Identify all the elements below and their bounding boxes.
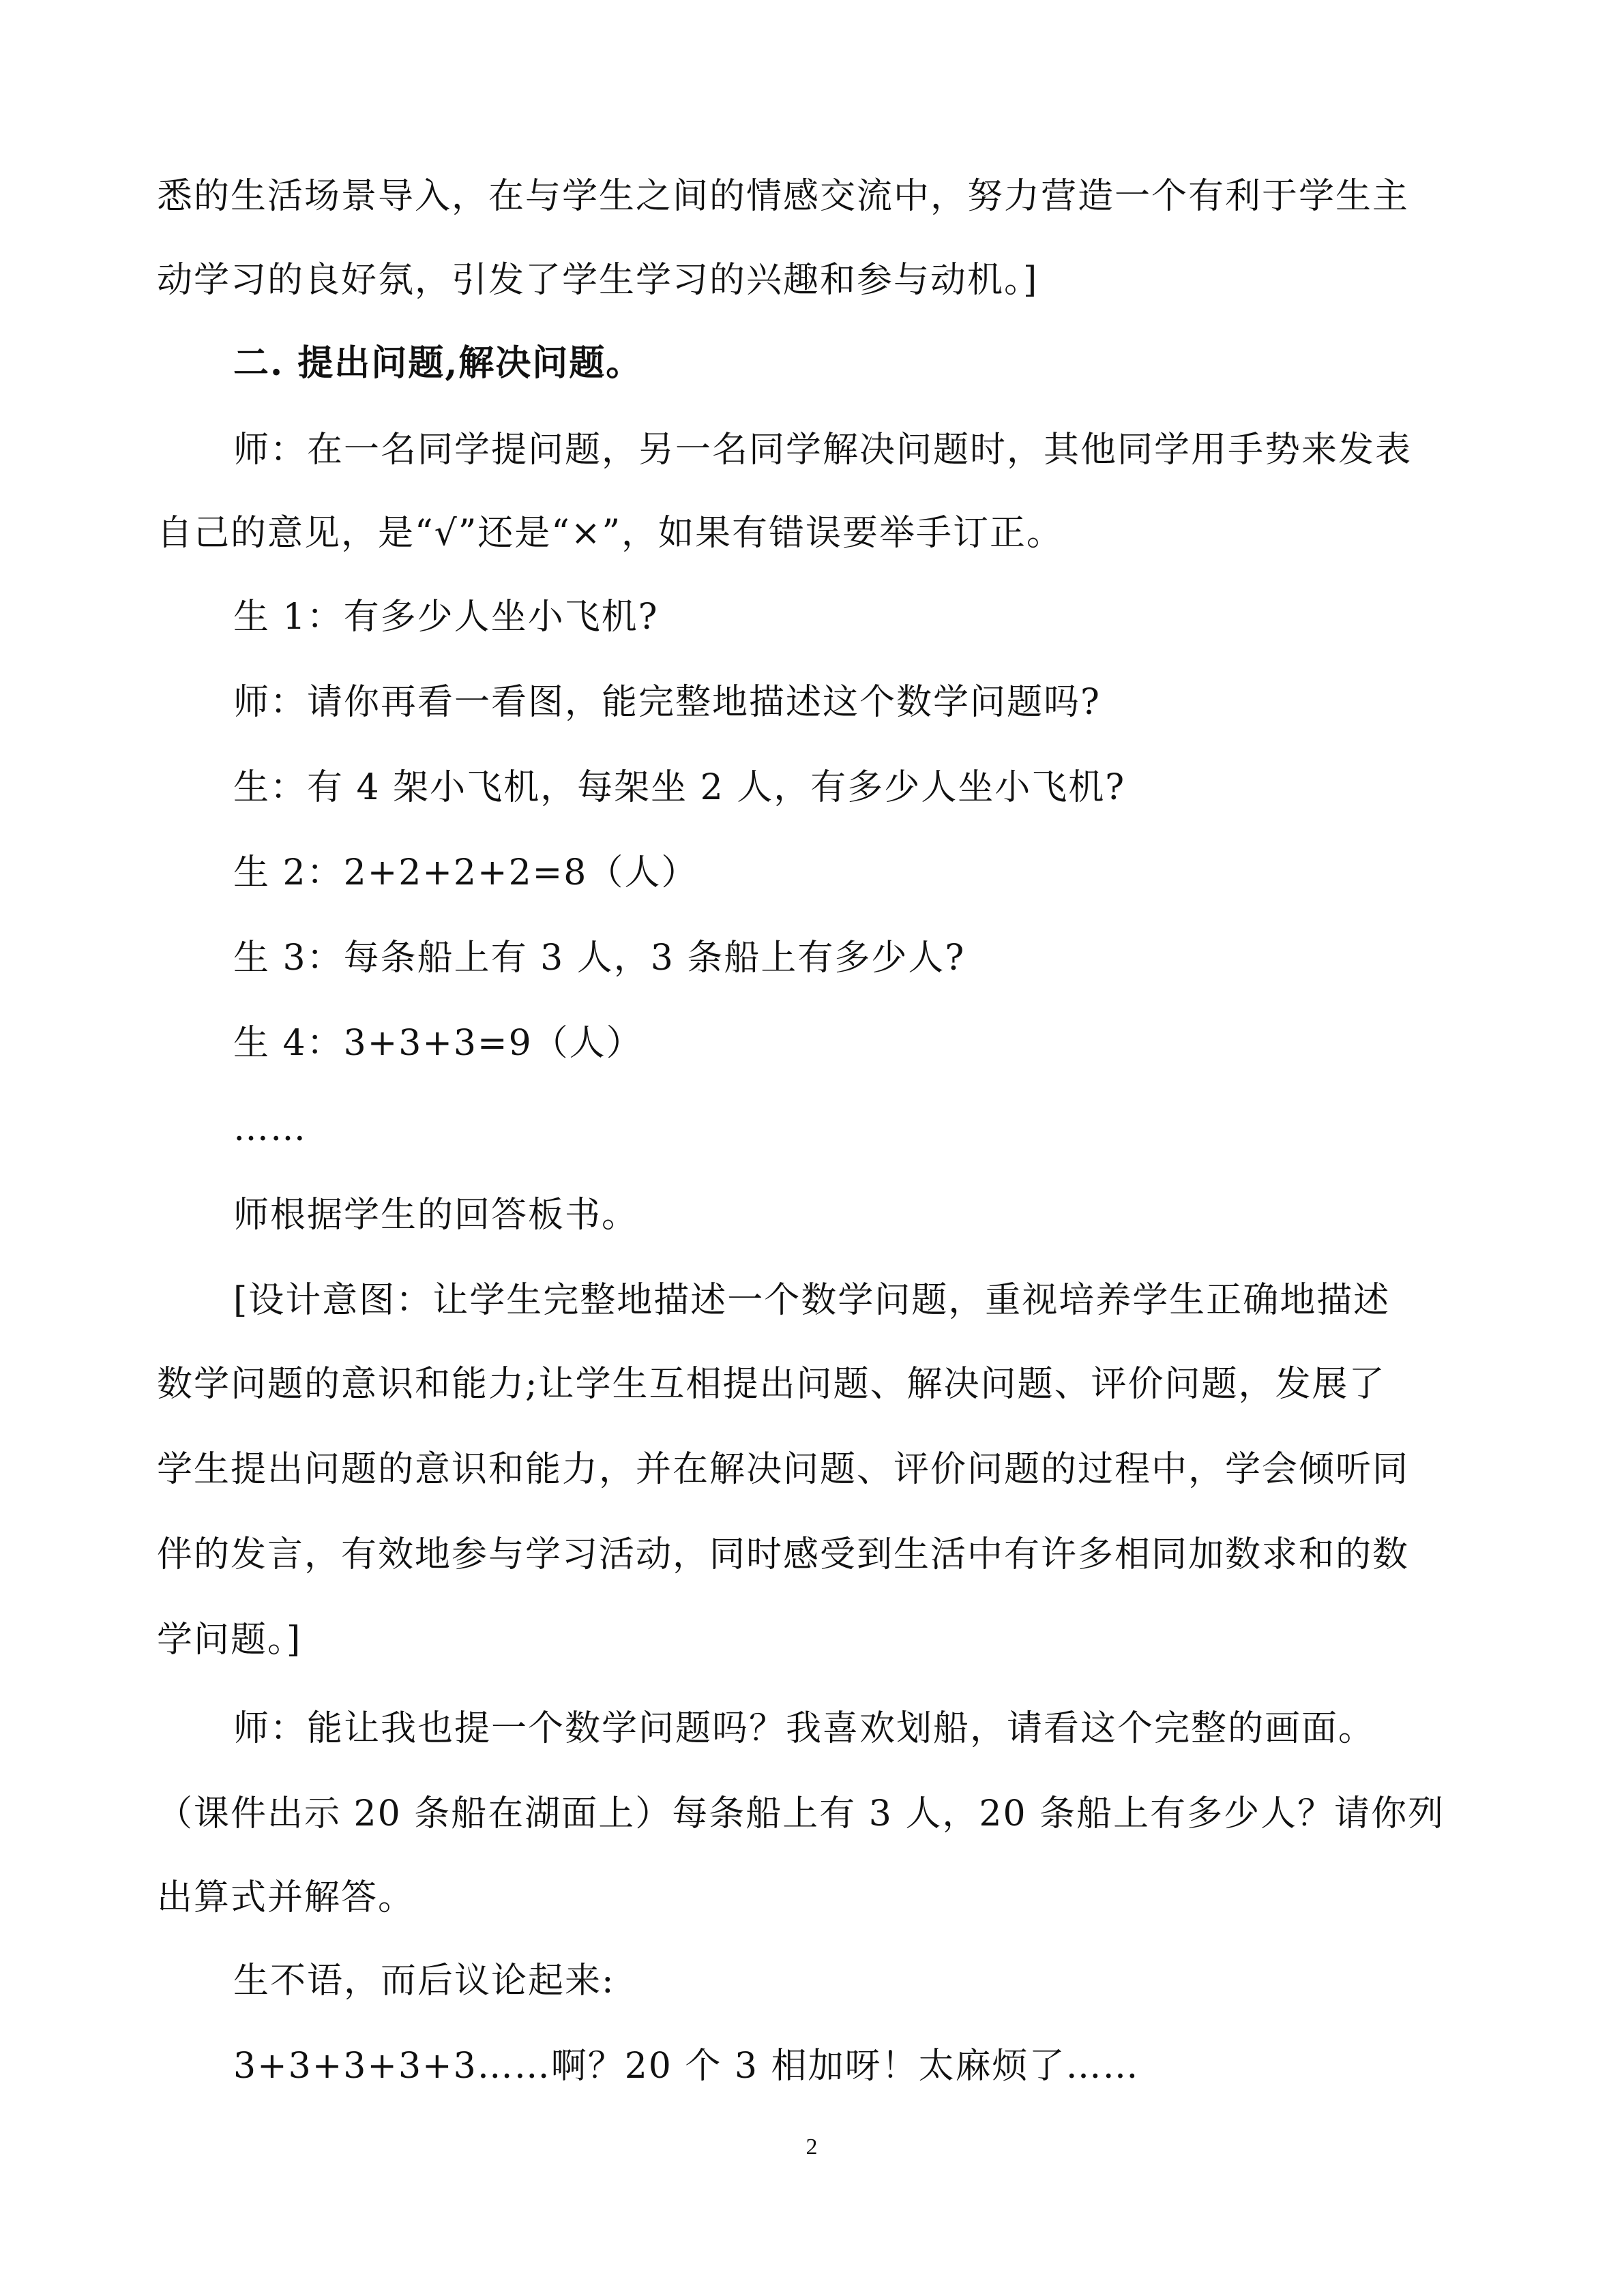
text-line: 出算式并解答。 xyxy=(157,1877,415,1918)
text-line: 动学习的良好氛，引发了学生学习的兴趣和参与动机。] xyxy=(157,260,1039,301)
text-line: （课件出示 20 条船在湖面上）每条船上有 3 人，20 条船上有多少人？请你列 xyxy=(157,1793,1445,1834)
text-line: 学问题。] xyxy=(157,1620,302,1660)
text-line: [设计意图：让学生完整地描述一个数学问题，重视培养学生正确地描述 xyxy=(233,1280,1391,1321)
text-line: 伴的发言，有效地参与学习活动，同时感受到生活中有许多相同加数求和的数 xyxy=(157,1534,1410,1575)
text-line: 生不语，而后议论起来: xyxy=(233,1960,615,2001)
text-line: 师根据学生的回答板书。 xyxy=(233,1195,639,1236)
text-line: 生 4：3+3+3=9（人） xyxy=(233,1023,643,1064)
text-line: 师：请你再看一看图，能完整地描述这个数学问题吗? xyxy=(233,682,1101,723)
text-line: 悉的生活场景导入，在与学生之间的情感交流中，努力营造一个有利于学生主 xyxy=(157,176,1410,217)
text-line: 师：能让我也提一个数学问题吗？我喜欢划船，请看这个完整的画面。 xyxy=(233,1708,1376,1749)
text-line: 生 2：2+2+2+2=8（人） xyxy=(233,852,698,893)
text-line: 生 1：有多少人坐小飞机? xyxy=(233,597,659,638)
text-line: 生：有 4 架小飞机，每架坐 2 人，有多少人坐小飞机? xyxy=(233,767,1126,808)
section-heading: 二. 提出问题,解决问题。 xyxy=(233,342,643,384)
text-line: 3+3+3+3+3……啊？20 个 3 相加呀！太麻烦了…… xyxy=(233,2046,1140,2087)
text-line: 学生提出问题的意识和能力，并在解决问题、评价问题的过程中，学会倾听同 xyxy=(157,1449,1410,1490)
ellipsis-line: …… xyxy=(233,1108,307,1149)
text-line: 师：在一名同学提问题，另一名同学解决问题时，其他同学用手势来发表 xyxy=(233,430,1413,471)
page-number: 2 xyxy=(806,2134,818,2160)
text-line: 自己的意见，是“√”还是“×”，如果有错误要举手订正。 xyxy=(157,513,1064,554)
text-line: 数学问题的意识和能力;让学生互相提出问题、解决问题、评价问题，发展了 xyxy=(157,1364,1386,1405)
text-line: 生 3：每条船上有 3 人，3 条船上有多少人? xyxy=(233,938,966,979)
